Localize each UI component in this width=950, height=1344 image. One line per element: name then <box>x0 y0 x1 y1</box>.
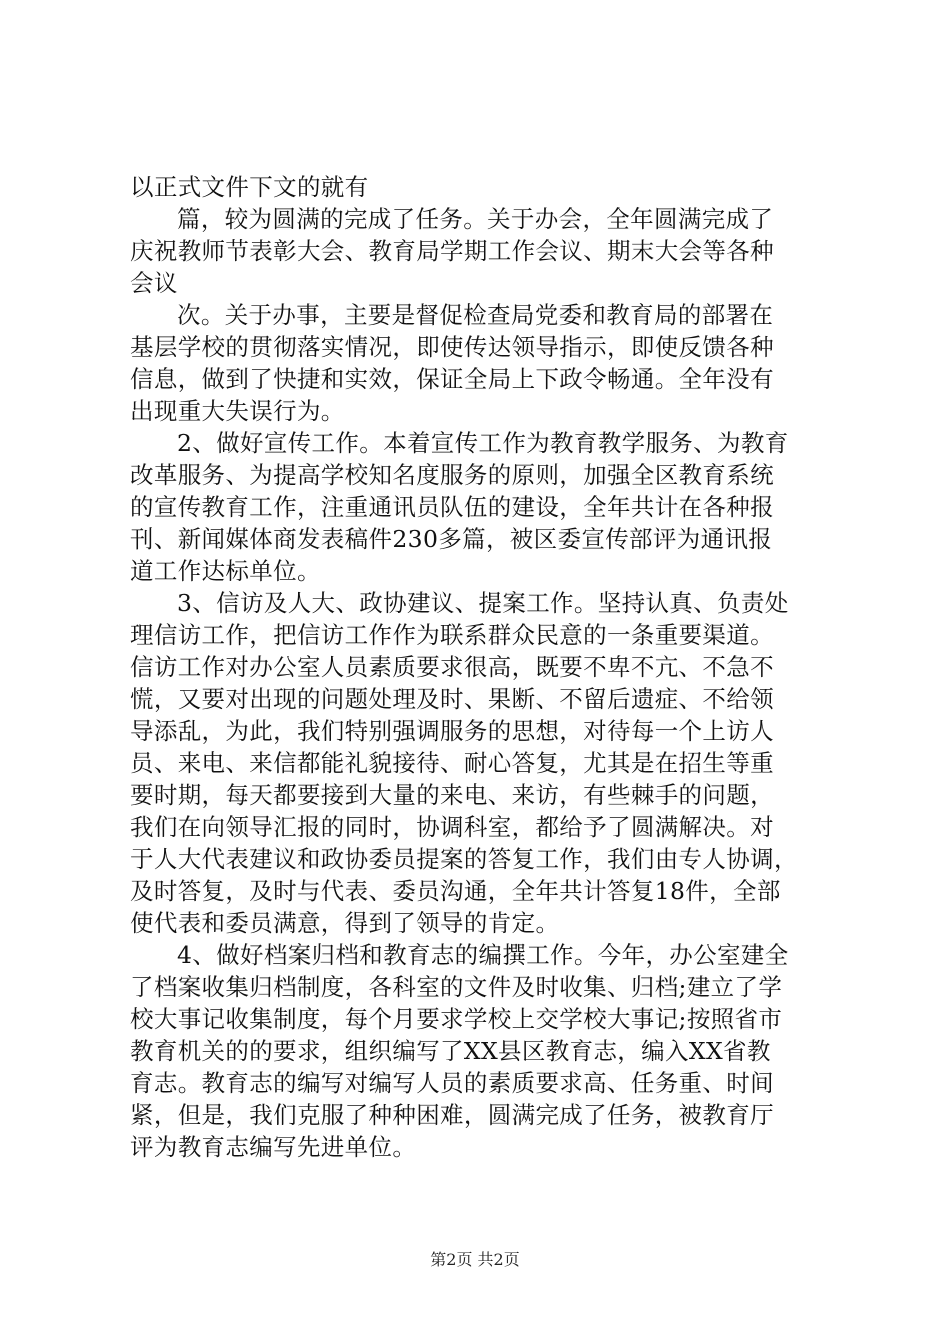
text-line: 育志。教育志的编写对编写人员的素质要求高、任务重、时间 <box>130 1069 774 1097</box>
text-line: 的宣传教育工作，注重通讯员队伍的建设，全年共计在各种报 <box>130 493 774 521</box>
text-line: 要时期，每天都要接到大量的来电、来访，有些棘手的问题， <box>130 781 774 809</box>
text-line: 紧，但是，我们克服了种种困难，圆满完成了任务，被教育厅 <box>130 1101 774 1129</box>
text-line: 3、信访及人大、政协建议、提案工作。坚持认真、负责处 <box>177 589 789 617</box>
text-line: 慌，又要对出现的问题处理及时、果断、不留后遗症、不给领 <box>130 685 774 713</box>
text-line: 篇，较为圆满的完成了任务。关于办会，全年圆满完成了 <box>177 205 774 233</box>
text-line: 改革服务、为提高学校知名度服务的原则，加强全区教育系统 <box>130 461 774 489</box>
text-line: 评为教育志编写先进单位。 <box>130 1133 417 1161</box>
text-line: 导添乱，为此，我们特别强调服务的思想，对待每一个上访人 <box>130 717 774 745</box>
text-line: 信息，做到了快捷和实效，保证全局上下政令畅通。全年没有 <box>130 365 774 393</box>
text-line: 于人大代表建议和政协委员提案的答复工作，我们由专人协调， <box>130 845 798 873</box>
text-line: 我们在向领导汇报的同时，协调科室，都给予了圆满解决。对 <box>130 813 774 841</box>
text-line: 2、做好宣传工作。本着宣传工作为教育教学服务、为教育 <box>177 429 789 457</box>
text-line: 次。关于办事，主要是督促检查局党委和教育局的部署在 <box>177 301 774 329</box>
text-line: 使代表和委员满意，得到了领导的肯定。 <box>130 909 560 937</box>
text-line: 了档案收集归档制度，各科室的文件及时收集、归档;建立了学 <box>130 973 783 1001</box>
text-line: 理信访工作，把信访工作作为联系群众民意的一条重要渠道。 <box>130 621 774 649</box>
text-line: 道工作达标单位。 <box>130 557 321 585</box>
page-footer <box>0 1249 950 1271</box>
text-line: 校大事记收集制度，每个月要求学校上交学校大事记;按照省市 <box>130 1005 783 1033</box>
text-line: 教育机关的的要求，组织编写了XX县区教育志，编入XX省教 <box>130 1037 771 1065</box>
page-number: 第2页 共2页 <box>430 1250 520 1269</box>
text-line: 信访工作对办公室人员素质要求很高，既要不卑不亢、不急不 <box>130 653 774 681</box>
text-line: 庆祝教师节表彰大会、教育局学期工作会议、期末大会等各种 <box>130 237 774 265</box>
document-body <box>130 171 830 1163</box>
text-line: 会议 <box>130 269 178 297</box>
text-line: 基层学校的贯彻落实情况，即使传达领导指示，即使反馈各种 <box>130 333 774 361</box>
text-line: 员、来电、来信都能礼貌接待、耐心答复，尤其是在招生等重 <box>130 749 774 777</box>
text-line: 及时答复，及时与代表、委员沟通，全年共计答复18件，全部 <box>130 877 781 905</box>
text-line: 出现重大失误行为。 <box>130 397 345 425</box>
text-line: 以正式文件下文的就有 <box>130 173 369 201</box>
text-line: 4、做好档案归档和教育志的编撰工作。今年，办公室建全 <box>177 941 789 969</box>
text-line: 刊、新闻媒体商发表稿件230多篇，被区委宣传部评为通讯报 <box>130 525 773 553</box>
